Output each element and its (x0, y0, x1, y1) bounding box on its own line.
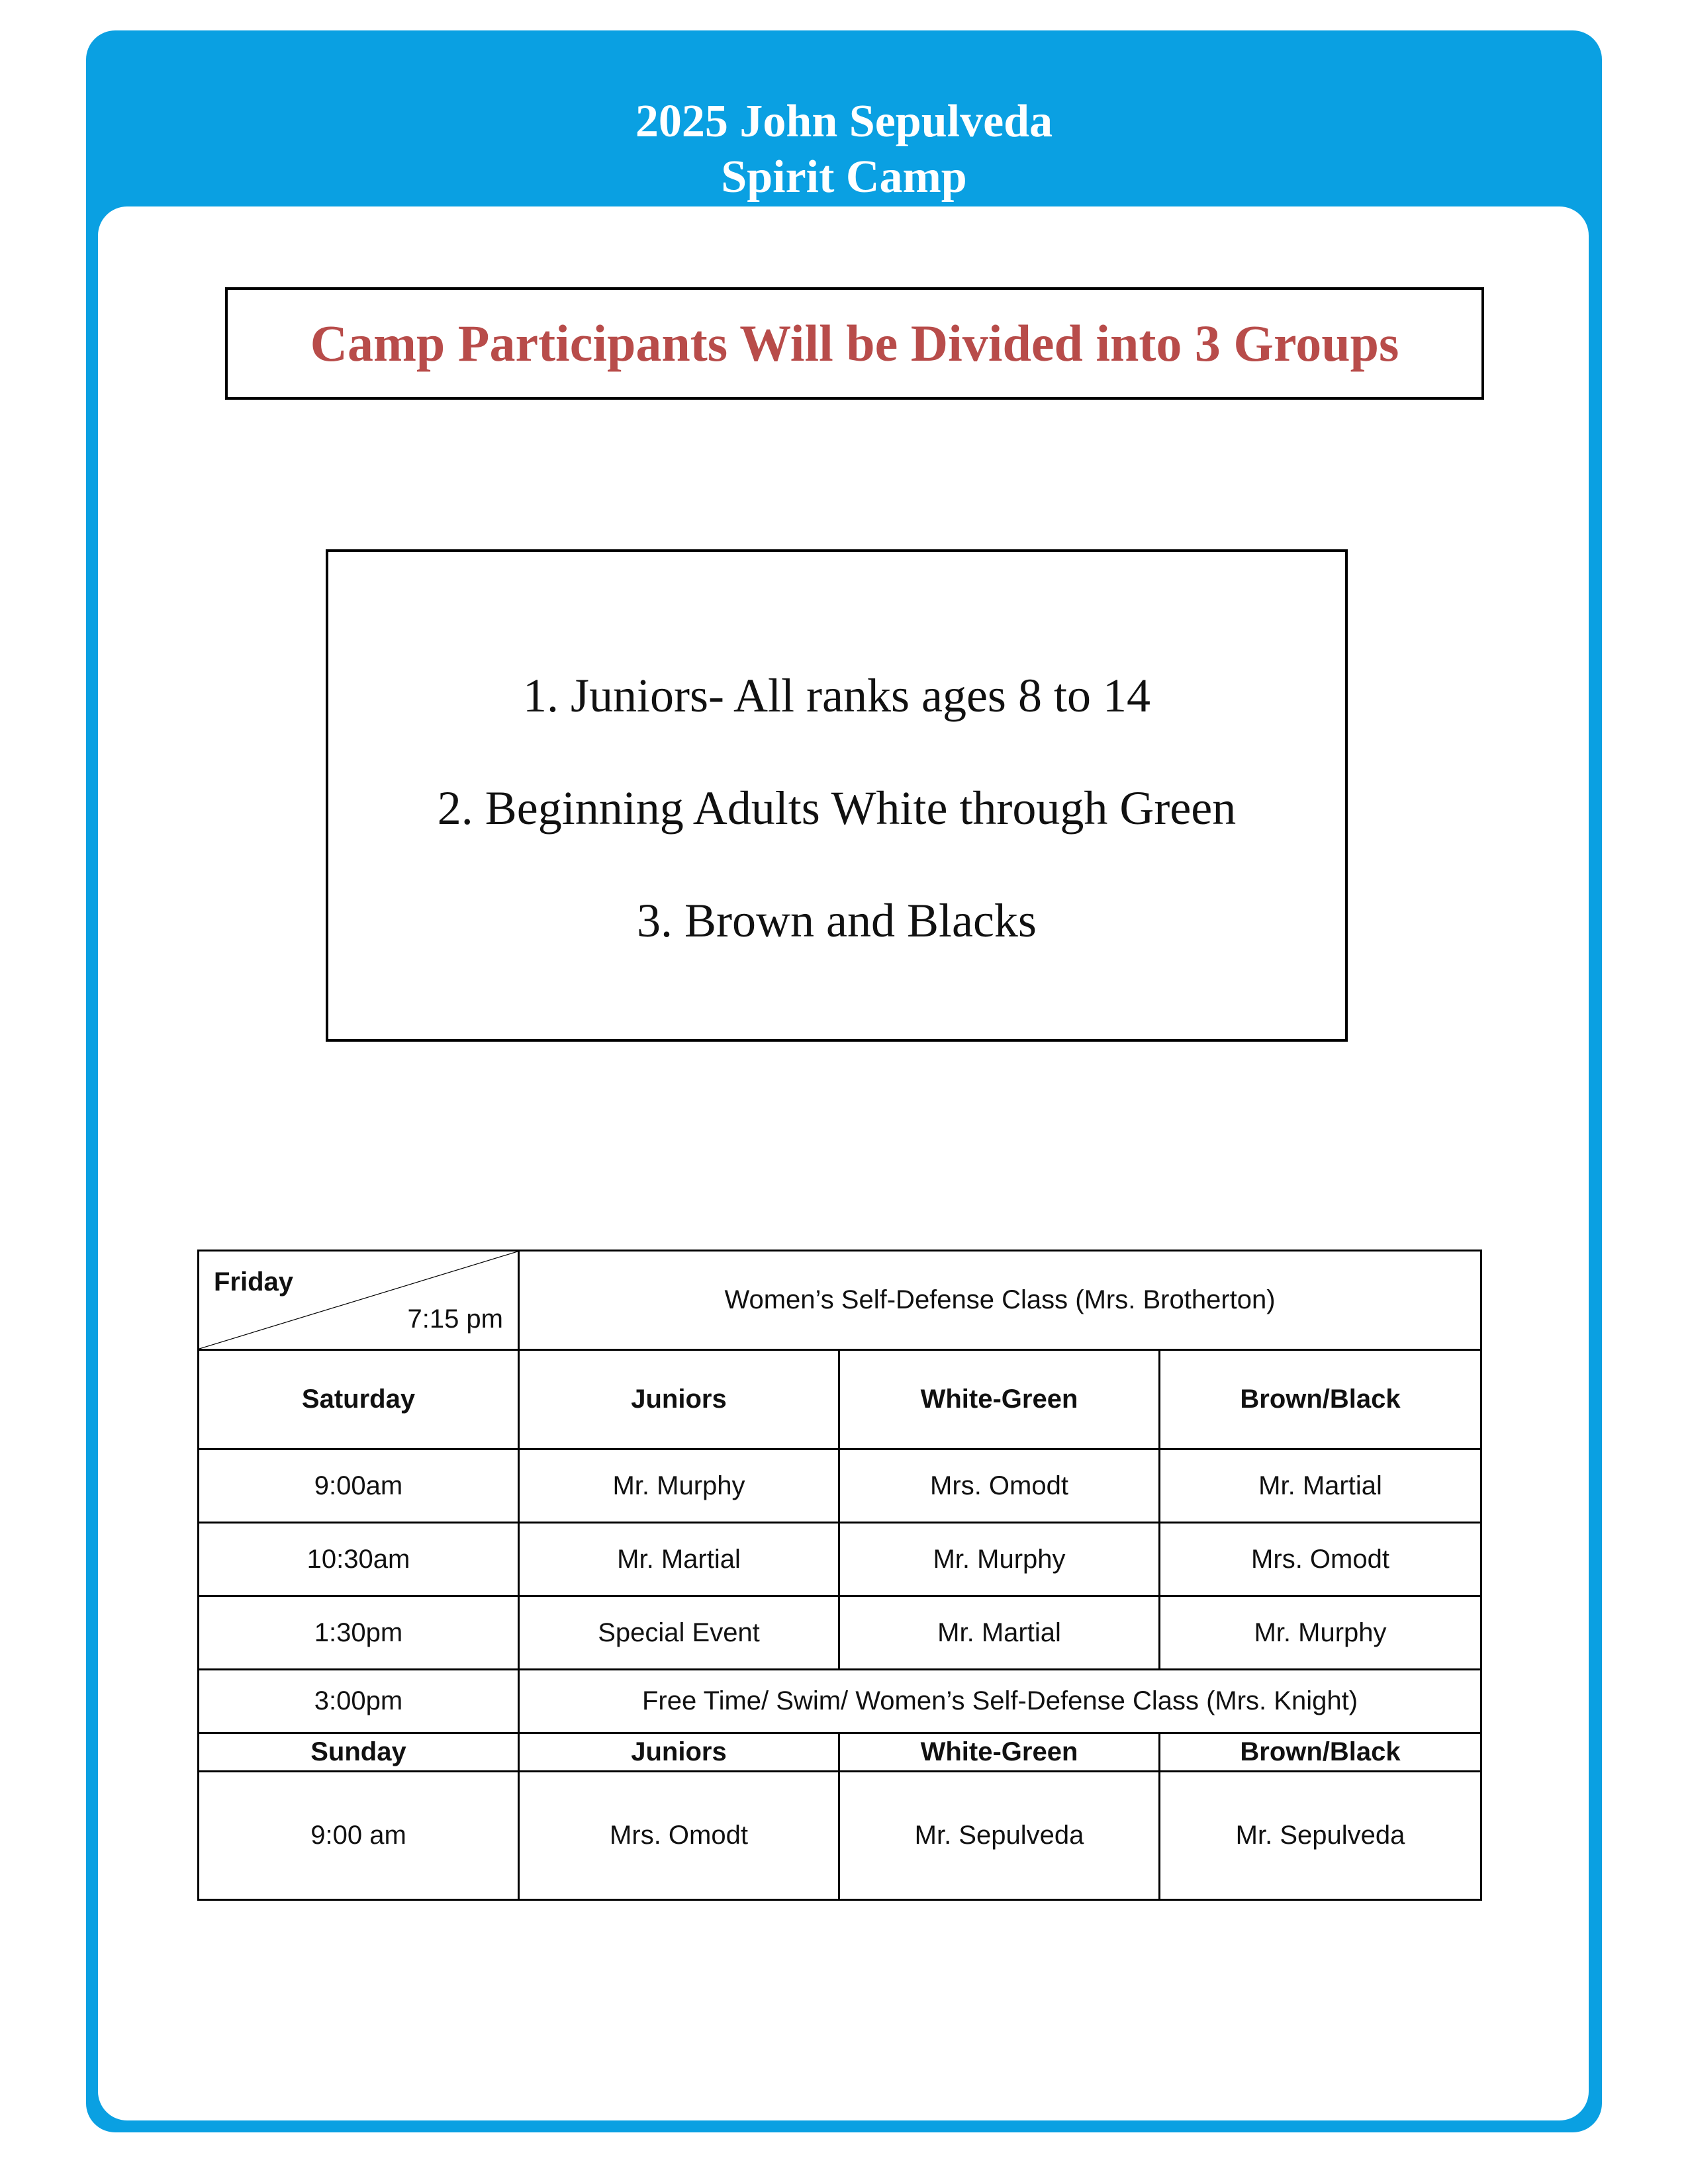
juniors-cell: Special Event (519, 1596, 839, 1670)
free-time-row (199, 1670, 1481, 1733)
free-time-time: 3:00pm (199, 1670, 519, 1733)
white-green-cell: Mr. Murphy (839, 1523, 1160, 1596)
brown-black-cell: Mrs. Omodt (1160, 1523, 1481, 1596)
title-line-1: 2025 John Sepulveda (635, 96, 1053, 147)
table-row (199, 1523, 1481, 1596)
white-green-cell: Mrs. Omodt (839, 1449, 1160, 1523)
brown-black-cell: Mr. Murphy (1160, 1596, 1481, 1670)
time-cell: 9:00 am (199, 1772, 519, 1900)
table-row (199, 1772, 1481, 1900)
juniors-cell: Mr. Martial (519, 1523, 839, 1596)
brown-black-cell: Mr. Sepulveda (1160, 1772, 1481, 1900)
juniors-cell: Mr. Murphy (519, 1449, 839, 1523)
friday-row (199, 1251, 1481, 1350)
groups-heading: Camp Participants Will be Divided into 3 Groups (310, 314, 1399, 372)
groups-heading-box (225, 287, 1484, 400)
page-title (86, 94, 1602, 205)
friday-corner-cell (199, 1251, 519, 1350)
sunday-header-row (199, 1733, 1481, 1772)
group-item-juniors: 1. Juniors- All ranks ages 8 to 14 (523, 669, 1150, 722)
schedule-table (197, 1250, 1482, 1901)
free-time-activity: Free Time/ Swim/ Women’s Self-Defense Class (Mrs. Knight) (519, 1670, 1481, 1733)
sunday-header-white-green: White-Green (839, 1733, 1160, 1772)
brown-black-cell: Mr. Martial (1160, 1449, 1481, 1523)
saturday-header-juniors: Juniors (519, 1350, 839, 1449)
saturday-header-white-green: White-Green (839, 1350, 1160, 1449)
time-cell: 9:00am (199, 1449, 519, 1523)
sunday-header-juniors: Juniors (519, 1733, 839, 1772)
title-line-2: Spirit Camp (721, 152, 967, 203)
saturday-header-row (199, 1350, 1481, 1449)
saturday-header-brown-black: Brown/Black (1160, 1350, 1481, 1449)
friday-day-label: Friday (214, 1267, 294, 1297)
group-item-beginning-adults: 2. Beginning Adults White through Green (437, 782, 1237, 835)
group-item-brown-black: 3. Brown and Blacks (637, 894, 1037, 947)
juniors-cell: Mrs. Omodt (519, 1772, 839, 1900)
table-row (199, 1596, 1481, 1670)
white-green-cell: Mr. Martial (839, 1596, 1160, 1670)
table-row (199, 1449, 1481, 1523)
groups-list-box (326, 549, 1348, 1042)
friday-time-label: 7:15 pm (407, 1304, 503, 1334)
time-cell: 1:30pm (199, 1596, 519, 1670)
white-green-cell: Mr. Sepulveda (839, 1772, 1160, 1900)
friday-activity: Women’s Self-Defense Class (Mrs. Brotherton) (519, 1251, 1481, 1350)
sunday-header-day: Sunday (199, 1733, 519, 1772)
saturday-header-day: Saturday (199, 1350, 519, 1449)
time-cell: 10:30am (199, 1523, 519, 1596)
sunday-header-brown-black: Brown/Black (1160, 1733, 1481, 1772)
